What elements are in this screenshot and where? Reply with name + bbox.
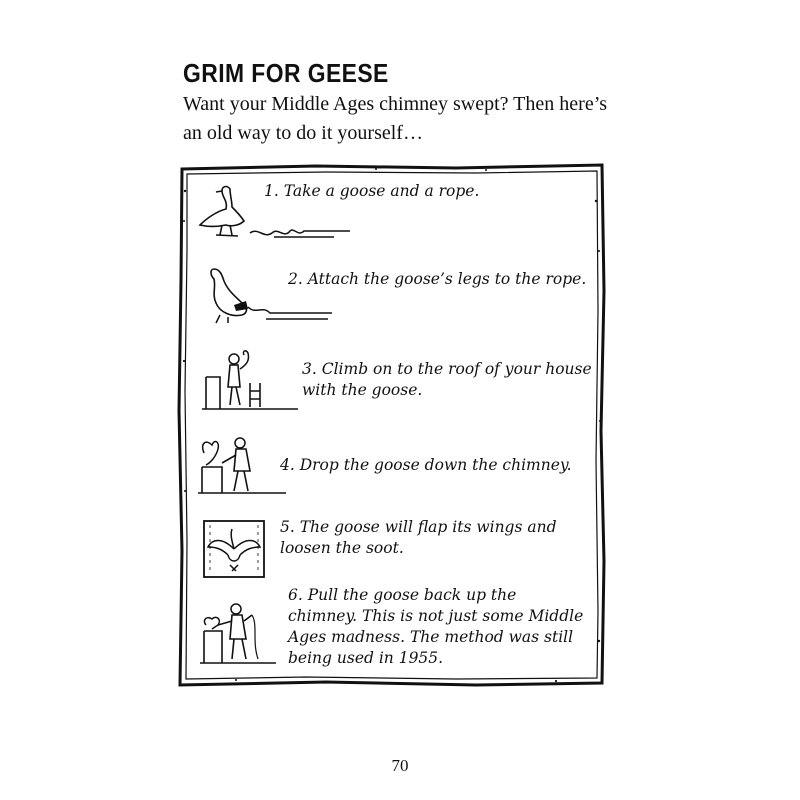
step-5: 5. The goose will flap its wings and loosen the soot.	[280, 518, 557, 557]
step-4: 4. Drop the goose down the chimney.	[280, 456, 572, 474]
step-3: 3. Climb on to the roof of your house with the goose.	[302, 360, 592, 399]
step-2: 2. Attach the goose’s legs to the rope.	[288, 270, 587, 288]
page-heading: GRIM FOR GEESE	[183, 58, 389, 88]
man-climbing-roof-icon	[202, 347, 302, 411]
page-number: 70	[391, 756, 409, 775]
step-6: 6. Pull the goose back up the chimney. This is not just some Middle Ages madness. The method was still being used in 1955.	[288, 586, 584, 667]
goose-flapping-in-chimney-icon	[202, 519, 268, 581]
goose-dropped-in-chimney-icon	[198, 433, 288, 495]
man-pulling-goose-up-icon	[200, 601, 280, 665]
step-1: 1. Take a goose and a rope.	[264, 182, 480, 200]
intro-text: Want your Middle Ages chimney swept? Then here’s an old way to do it yourself…	[183, 93, 608, 144]
illustrated-panel	[176, 161, 608, 689]
